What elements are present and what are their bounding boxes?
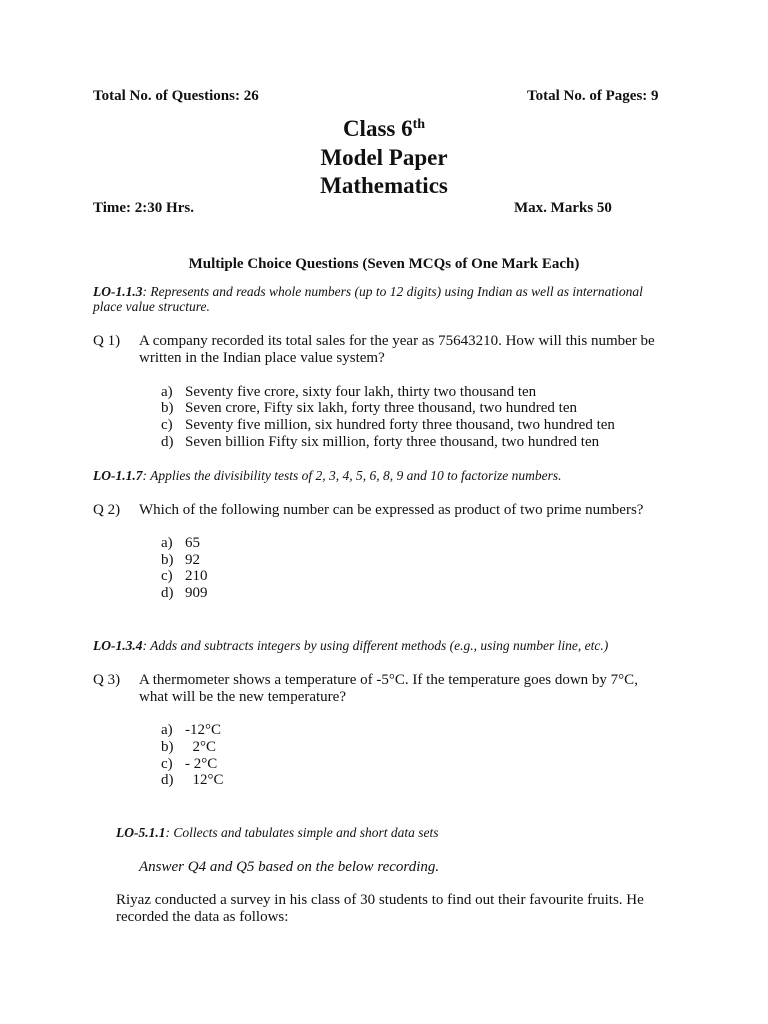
lo-code: LO-1.3.4 (93, 638, 143, 653)
option-text: 65 (185, 535, 200, 551)
learning-outcome-1 (93, 284, 643, 300)
q3-option-b (161, 739, 216, 756)
option-text: - 2°C (185, 756, 218, 772)
question-2-text: Which of the following number can be expressed as product of two prime numbers? (139, 502, 644, 518)
lo-code: LO-1.1.3 (93, 284, 143, 299)
total-pages: Total No. of Pages: 9 (527, 88, 659, 104)
title-class (0, 116, 768, 142)
instruction-text: Answer Q4 and Q5 based on the below recording. (139, 859, 440, 875)
question-2-number: Q 2) (93, 502, 121, 518)
learning-outcome-2 (93, 468, 561, 484)
q3-option-c (161, 756, 217, 773)
option-key: b) (161, 400, 174, 416)
survey-text-cont: recorded the data as follows: (116, 909, 289, 925)
lo-desc: : Collects and tabulates simple and short data sets (165, 825, 439, 840)
option-key: c) (161, 568, 173, 584)
option-key: a) (161, 384, 173, 400)
q1-option-c (161, 417, 615, 434)
option-key: d) (161, 772, 174, 788)
q2-option-a (161, 535, 200, 552)
lo-desc-cont: place value structure. (93, 299, 210, 314)
option-key: d) (161, 434, 174, 450)
option-key: a) (161, 535, 173, 551)
option-text: 92 (185, 552, 200, 568)
option-text: Seven crore, Fifty six lakh, forty three thousand, two hundred ten (185, 400, 577, 416)
option-key: c) (161, 417, 173, 433)
question-3-text-cont: what will be the new temperature? (139, 689, 346, 705)
time-allowed: Time: 2:30 Hrs. (93, 200, 194, 216)
section-heading: Multiple Choice Questions (Seven MCQs of One Mark Each) (188, 256, 580, 272)
lo-desc: : Adds and subtracts integers by using different methods (e.g., using number line, etc.) (142, 638, 609, 653)
question-1-text: A company recorded its total sales for the year as 75643210. How will this number be (139, 333, 655, 349)
q1-option-a (161, 384, 536, 401)
lo-code: LO-1.1.7 (93, 468, 143, 483)
total-questions: Total No. of Questions: 26 (93, 88, 259, 104)
title-model-paper: Model Paper (320, 145, 448, 170)
option-key: b) (161, 552, 174, 568)
option-key: d) (161, 585, 174, 601)
q3-option-a (161, 722, 221, 739)
question-1-text-cont: written in the Indian place value system? (139, 350, 385, 366)
q1-option-d (161, 434, 599, 451)
learning-outcome-1-cont (93, 299, 210, 315)
question-1-number: Q 1) (93, 333, 121, 349)
lo-desc: : Applies the divisibility tests of 2, 3, 4, 5, 6, 8, 9 and 10 to factorize numbers. (142, 468, 562, 483)
learning-outcome-4 (116, 825, 439, 841)
q2-option-d (161, 585, 208, 602)
question-3-text: A thermometer shows a temperature of -5°C. If the temperature goes down by 7°C, (139, 672, 638, 688)
lo-code: LO-5.1.1 (116, 825, 166, 840)
lo-desc: : Represents and reads whole numbers (up to 12 digits) using Indian as well as international (142, 284, 643, 299)
option-key: a) (161, 722, 173, 738)
survey-text: Riyaz conducted a survey in his class of 30 students to find out their favourite fruits. He (116, 892, 644, 908)
option-text: 12°C (185, 772, 224, 788)
q1-option-b (161, 400, 577, 417)
q2-option-b (161, 552, 200, 569)
option-key: b) (161, 739, 174, 755)
option-text: Seventy five crore, sixty four lakh, thirty two thousand ten (185, 384, 537, 400)
q2-option-c (161, 568, 208, 585)
title-subject: Mathematics (320, 173, 448, 198)
title-class-text: Class 6 (342, 116, 413, 141)
option-key: c) (161, 756, 173, 772)
learning-outcome-3 (93, 638, 608, 654)
q3-option-d (161, 772, 224, 789)
option-text: 2°C (185, 739, 217, 755)
option-text: 210 (185, 568, 208, 584)
option-text: Seventy five million, six hundred forty three thousand, two hundred ten (185, 417, 615, 433)
max-marks: Max. Marks 50 (514, 200, 612, 216)
question-3-number: Q 3) (93, 672, 121, 688)
option-text: -12°C (185, 722, 221, 738)
option-text: Seven billion Fifty six million, forty three thousand, two hundred ten (185, 434, 600, 450)
title-class-sup: th (412, 117, 426, 132)
option-text: 909 (185, 585, 208, 601)
